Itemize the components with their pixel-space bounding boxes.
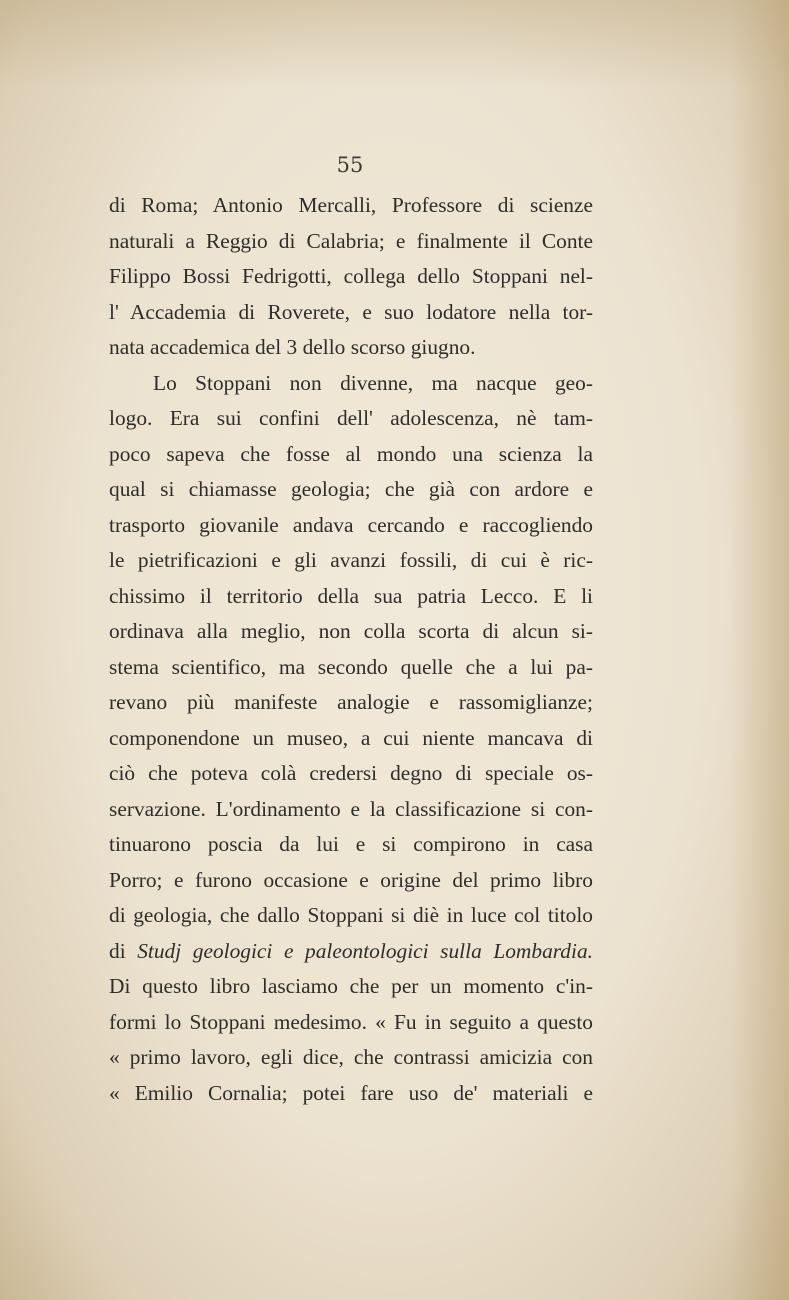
text-line-22-prefix: di	[109, 938, 138, 963]
text-line-15: revano più manifeste analogie e rassomiglianze;	[109, 690, 593, 714]
text-line-8: poco sapeva che fosse al mondo una scienza la	[109, 441, 593, 466]
text-line-18: servazione. L'ordinamento e la classificazione si con-	[109, 796, 593, 821]
text-line-9: qual si chiamasse geologia; che già con ardore e	[109, 477, 593, 501]
text-line-10: trasporto giovanile andava cercando e raccogliendo	[109, 512, 593, 537]
page-number: 55	[336, 153, 364, 177]
text-line-4: l' Accademia di Roverete, e suo lodatore nella tor-	[109, 299, 593, 324]
text-line-23: Di questo libro lasciamo che per un momento c'in-	[109, 974, 593, 998]
text-line-16: componendone un museo, a cui niente mancava di	[109, 725, 593, 750]
text-line-13: ordinava alla meglio, non colla scorta di alcun si-	[109, 619, 593, 643]
page-shadow-right	[729, 0, 789, 1300]
text-line-21: di geologia, che dallo Stoppani si diè in luce col titolo	[109, 903, 593, 927]
text-line-11: le pietrificazioni e gli avanzi fossili, di cui è ric-	[109, 548, 593, 572]
text-line-20: Porro; e furono occasione e origine del primo libro	[109, 867, 593, 892]
text-line-25: « primo lavoro, egli dice, che contrassi amicizia con	[109, 1045, 593, 1069]
text-line-5: nata accademica del 3 dello scorso giugno.	[109, 335, 476, 359]
text-line-24: formi lo Stoppani medesimo. « Fu in seguito a questo	[109, 1009, 593, 1034]
text-line-22	[109, 934, 593, 970]
text-line-17: ciò che poteva colà credersi degno di speciale os-	[109, 761, 593, 785]
text-line-2: naturali a Reggio di Calabria; e finalmente il Conte	[109, 228, 593, 253]
text-line-1: di Roma; Antonio Mercalli, Professore di scienze	[109, 193, 593, 217]
body-text	[109, 188, 593, 1111]
text-line-12: chissimo il territorio della sua patria Lecco. E li	[109, 583, 593, 608]
page-shadow-top	[0, 0, 789, 90]
text-line-6: Lo Stoppani non divenne, ma nacque geo-	[153, 370, 593, 395]
text-line-19: tinuarono poscia da lui e si compirono in casa	[109, 832, 593, 856]
text-line-26: « Emilio Cornalia; potei fare uso de' materiali e	[109, 1080, 593, 1105]
text-line-3: Filippo Bossi Fedrigotti, collega dello Stoppani nel-	[109, 264, 593, 288]
text-line-7: logo. Era sui confini dell' adolescenza, nè tam-	[109, 406, 593, 430]
text-line-14: stema scientifico, ma secondo quelle che a lui pa-	[109, 654, 593, 679]
book-title-italic: Studj geologici e paleontologici sulla Lombardia.	[137, 938, 593, 963]
